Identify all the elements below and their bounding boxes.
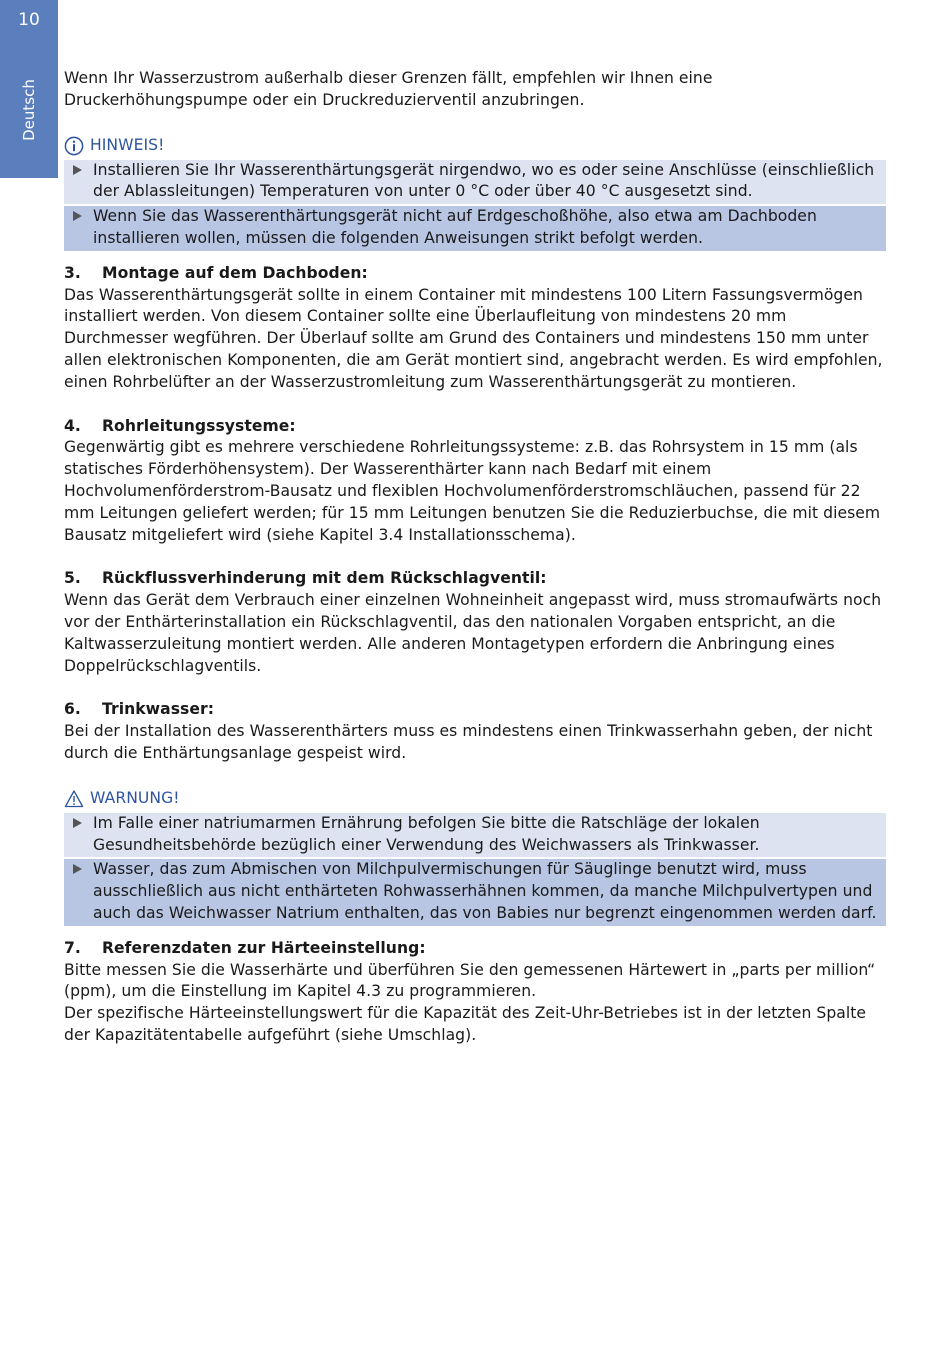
hinweis-item-text: Wenn Sie das Wasserenthärtungsgerät nicht auf Erdgeschoßhöhe, also etwa am Dachboden installieren wollen, müssen die folgenden Anweisungen strikt befolgt werden. (93, 207, 817, 247)
hinweis-item (64, 206, 886, 251)
language-tab[interactable]: Deutsch (20, 79, 38, 141)
section-number: 4. (64, 416, 81, 435)
hinweis-title (64, 134, 886, 158)
section-4 (64, 416, 886, 547)
warnung-item (64, 859, 886, 925)
section-title: Rohrleitungssysteme: (102, 416, 296, 435)
language-sidebar (0, 0, 58, 178)
section-heading (64, 699, 886, 721)
warnung-item-text: Wasser, das zum Abmischen von Milchpulvermischungen für Säuglinge benutzt wird, muss ausschließlich aus nicht enthärteten Rohwasserhähnen kommen, da manche Milchpulvertypen und auch das Weichwasser Natrium enthalten, das von Babies nur begrenzt eingenommen werden darf. (93, 860, 877, 922)
section-6 (64, 699, 886, 764)
triangle-right-icon (73, 818, 82, 828)
warnung-title (64, 787, 886, 811)
section-3 (64, 263, 886, 394)
section-5 (64, 568, 886, 677)
section-body: Der spezifische Härteeinstellungswert für die Kapazität des Zeit-Uhr-Betriebes ist in der letzten Spalte der Kapazitätentabelle aufgeführt (siehe Umschlag). (64, 1004, 867, 1044)
hinweis-callout (64, 134, 886, 251)
section-body: Wenn das Gerät dem Verbrauch einer einzelnen Wohneinheit angepasst wird, muss stromaufwärts noch vor der Enthärterinstallation ein Rückschlagventil, das den nationalen Vorgaben entspricht, an die Kaltwasserzuleitung montiert werden. Alle anderen Montagetypen erfordern die Anbringung eines Doppelrückschlagventils. (64, 591, 882, 675)
section-body: Bitte messen Sie die Wasserhärte und überführen Sie den gemessenen Härtewert in „parts per million“ (ppm), um die Einstellung im Kapitel 4.3 zu programmieren. (64, 960, 876, 1001)
triangle-right-icon (73, 864, 82, 874)
section-body: Gegenwärtig gibt es mehrere verschiedene Rohrleitungssysteme: z.B. das Rohrsystem in 15 mm (als statisches Förderhöhensystem). Der Wasserenthärter kann nach Bedarf mit einem Hochvolumenförderstrom-Bausatz und flexiblen Hochvolumenförderstromschläuchen, passend für 22 mm Leitungen geliefert werden; für 15 mm Leitungen benutzen Sie die Reduzierbuchse, die mit diesem Bausatz mitgeliefert wird (siehe Kapitel 3.4 Installationsschema). (64, 438, 881, 544)
triangle-right-icon (73, 211, 82, 221)
section-heading (64, 568, 886, 590)
triangle-right-icon (73, 165, 82, 175)
hinweis-title-text: HINWEIS! (90, 135, 165, 154)
section-title: Referenzdaten zur Härteeinstellung: (102, 938, 426, 957)
section-heading (64, 416, 886, 438)
intro-paragraph: Wenn Ihr Wasserzustrom außerhalb dieser Grenzen fällt, empfehlen wir Ihnen eine Druckerhöhungspumpe oder ein Druckreduzierventil anzubringen. (64, 69, 713, 109)
section-number: 3. (64, 263, 81, 282)
warnung-title-text: WARNUNG! (90, 788, 180, 807)
warnung-callout (64, 787, 886, 926)
section-heading (64, 938, 886, 960)
info-circle-icon (64, 136, 84, 156)
page-number: 10 (18, 10, 40, 30)
section-number: 5. (64, 569, 81, 588)
section-7 (64, 938, 886, 1047)
section-title: Rückflussverhinderung mit dem Rückschlagventil: (102, 569, 547, 588)
section-body: Das Wasserenthärtungsgerät sollte in einem Container mit mindestens 100 Litern Fassungsvermögen installiert werden. Von diesem Container sollte eine Überlaufleitung von mindestens 20 mm Durchmesser wegführen. Der Überlauf sollte am Grund des Containers und mindestens 150 mm unter allen elektronischen Komponenten, die am Gerät montiert sind, angebracht werden. Es wird empfohlen, einen Rohrbelüfter an der Wasserzustromleitung zum Wasserenthärtungsgerät zu montieren. (64, 285, 883, 391)
section-number: 6. (64, 700, 81, 719)
hinweis-item-text: Installieren Sie Ihr Wasserenthärtungsgerät nirgendwo, wo es oder seine Anschlüsse (einschließlich der Ablassleitungen) Temperaturen von unter 0 °C oder über 40 °C ausgesetzt sind. (93, 160, 875, 201)
section-body: Bei der Installation des Wasserenthärters muss es mindestens einen Trinkwasserhahn geben, der nicht durch die Enthärtungsanlage gespeist wird. (64, 722, 873, 762)
section-title: Trinkwasser: (102, 700, 215, 719)
warnung-item (64, 813, 886, 858)
warning-triangle-icon (64, 789, 84, 809)
hinweis-item (64, 160, 886, 205)
page-content (64, 68, 886, 1047)
warnung-item-text: Im Falle einer natriumarmen Ernährung befolgen Sie bitte die Ratschläge der lokalen Gesundheitsbehörde bezüglich einer Verwendung des Weichwassers als Trinkwasser. (93, 813, 760, 854)
section-heading (64, 263, 886, 285)
section-title: Montage auf dem Dachboden: (102, 263, 368, 282)
section-number: 7. (64, 938, 81, 957)
